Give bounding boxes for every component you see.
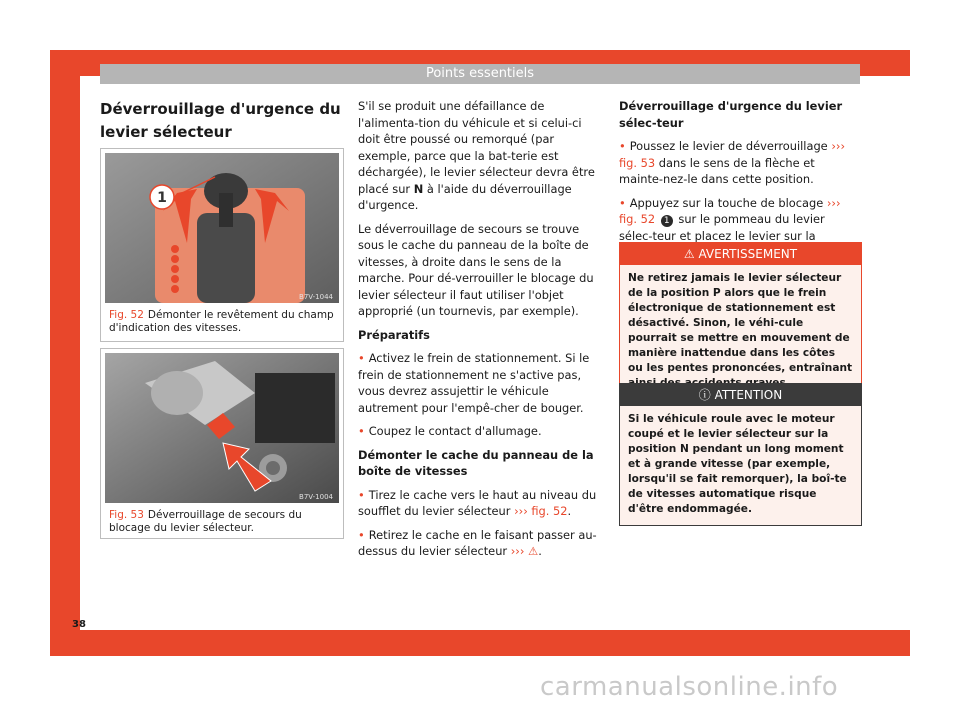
list-item: • Poussez le levier de déverrouillage ››› fig. 53 dans le sens de la flèche et mainte-nez-le dans cette position. xyxy=(619,138,860,188)
figure-number: Fig. 52 xyxy=(109,309,144,321)
attention-box xyxy=(619,383,862,526)
page-number: 38 xyxy=(72,619,86,630)
figure-link[interactable]: fig. 53 xyxy=(619,155,656,170)
page-header: Points essentiels xyxy=(100,64,860,84)
figure-53 xyxy=(100,348,344,539)
list-item: • Appuyez sur la touche de blocage ››› fig. 52 1 sur le pommeau du levier sélec-teur et placez le levier sur la xyxy=(619,195,860,261)
svg-text:B7V-1004: B7V-1004 xyxy=(299,493,333,501)
preparation-heading: Préparatifs xyxy=(358,327,430,342)
remove-cover-heading: Démonter le cache du panneau de la boîte de vitesses xyxy=(358,447,594,478)
attention-header: ⓘ ATTENTION xyxy=(620,384,861,406)
info-icon: ⓘ xyxy=(698,388,715,402)
list-item: • Retirez le cache en le faisant passer au-dessus du levier sélecteur ››› ⚠. xyxy=(358,527,603,560)
info-paragraph: Le déverrouillage de secours se trouve sous le cache du panneau de la boîte de vitesses, à droite dans le sens de la marche. Pour dé-verrouiller le blocage du levier sélecteur il faut utiliser l'objet approprié (un tournevis, par exemple). xyxy=(358,221,594,318)
release-heading: Déverrouillage d'urgence du levier sélec-teur xyxy=(619,99,843,130)
figure-link[interactable]: fig. 52 xyxy=(531,504,568,518)
list-item: • Activez le frein de stationnement. Si le frein de stationnement ne s'active pas, vous devrez assujettir le véhicule autrement pour l'empê-cher de bouger. xyxy=(358,350,603,416)
svg-text:B7V-1044: B7V-1044 xyxy=(299,293,333,301)
gear-shifter-image xyxy=(105,153,339,303)
callout-number: 1 xyxy=(661,215,673,227)
svg-text:1: 1 xyxy=(157,190,167,206)
warning-text: Ne retirez jamais le levier sélecteur de la position P alors que le frein électronique de stationnement est désactivé. Sinon, le véhi-cule pourrait se mettre en mouvement de manière inattendue dans les côtes ou les pentes prononcées, entraînant xyxy=(628,272,853,374)
warning-icon: ⚠ xyxy=(683,247,699,261)
figure-52 xyxy=(100,148,344,342)
figure-link[interactable]: fig. 52 xyxy=(619,212,656,226)
intro-paragraph: S'il se produit une défaillance de l'alimenta-tion du véhicule et si celui-ci doit être poussé ou remorqué (par exemple, parce que la bat-terie est déchargée), le levier sélecteur devra être placé sur N à l'aide du déverrouillage d'urgence. xyxy=(358,99,595,212)
warning-header: ⚠ AVERTISSEMENT xyxy=(620,243,861,265)
middle-column xyxy=(358,98,603,567)
attention-text: Si le véhicule roule avec le moteur coupé et le levier sélecteur sur la position N pendant un long moment et à grande vitesse (par exemple, lorsqu'il se fait remorquer), la boî-te de vitesses automatique risque d'être endommagée. xyxy=(628,413,847,515)
list-item: • Coupez le contact d'allumage. xyxy=(358,423,603,440)
watermark: carmanualsonline.info xyxy=(540,672,839,702)
warning-icon[interactable]: ⚠ xyxy=(528,544,539,558)
left-column xyxy=(100,98,342,150)
figure-53-caption: Fig. 53 Déverrouillage de secours du blocage du levier sélecteur. xyxy=(109,509,302,534)
emergency-release-image xyxy=(105,353,339,503)
list-item: • Tirez le cache vers le haut au niveau du soufflet du levier sélecteur ››› fig. 52. xyxy=(358,487,603,520)
figure-52-caption: Fig. 52 Démonter le revêtement du champ d'indication des vitesses. xyxy=(109,309,334,334)
section-title: Déverrouillage d'urgence du levier sélecteur xyxy=(100,98,342,150)
warning-box xyxy=(619,242,862,400)
figure-number: Fig. 53 xyxy=(109,509,144,521)
